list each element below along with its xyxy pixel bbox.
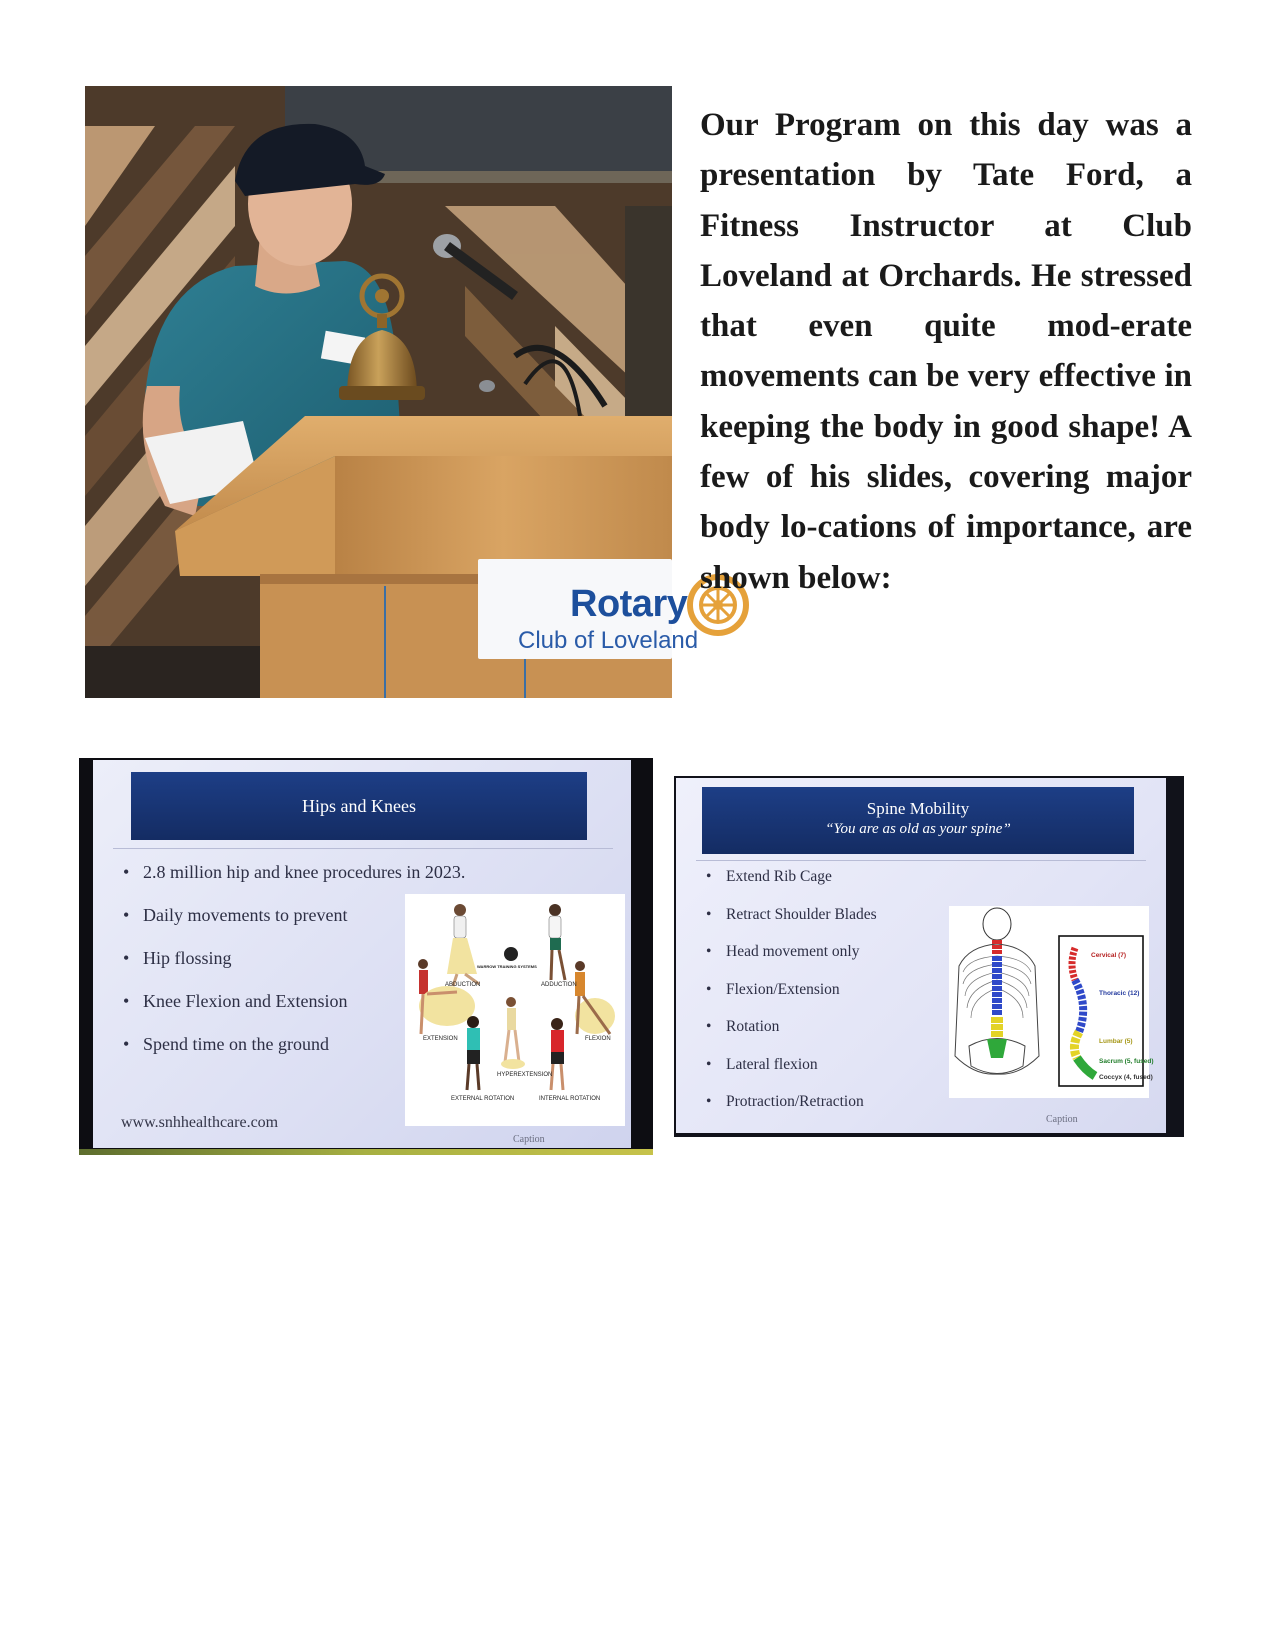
- bullet-item: • Retract Shoulder Blades: [706, 906, 877, 944]
- bullet-item: • Knee Flexion and Extension: [123, 991, 465, 1034]
- spine-region-label: Cervical (7): [1091, 952, 1127, 959]
- figure-label: FLEXION: [585, 1036, 611, 1042]
- figure-brand-label: WARROW TRAINING SYSTEMS: [477, 964, 537, 969]
- slide-screen: [93, 760, 631, 1148]
- hip-movement-illustrations: [405, 894, 625, 1126]
- bullet-item: • Daily movements to prevent: [123, 905, 465, 948]
- spine-region-label: Lumbar (5): [1099, 1038, 1133, 1045]
- slide-website-url: www.snhhealthcare.com: [121, 1114, 279, 1131]
- spine-region-label: Thoracic (12): [1099, 990, 1140, 997]
- bullet-item: • Rotation: [706, 1018, 877, 1056]
- hips-knees-slide-photo: [79, 758, 653, 1155]
- slide-divider: [113, 848, 613, 849]
- slide-title: Spine Mobility: [866, 799, 970, 818]
- slide-caption: Caption: [513, 1134, 545, 1145]
- slide-caption: Caption: [1046, 1114, 1078, 1125]
- figure-label: ABDUCTION: [445, 982, 481, 988]
- spine-mobility-slide-photo: [674, 776, 1184, 1137]
- rotary-brand-text: Rotary: [570, 583, 688, 625]
- rotary-sign: [478, 559, 699, 659]
- spine-anatomy-illustration: [949, 906, 1149, 1098]
- slide-subtitle: “You are as old as your spine”: [825, 821, 1011, 837]
- bullet-item: • Head movement only: [706, 943, 877, 981]
- slide-bullet-list: [706, 868, 877, 1131]
- figure-label: EXTENSION: [423, 1036, 458, 1042]
- figure-label: INTERNAL ROTATION: [539, 1096, 601, 1102]
- figure-label: HYPEREXTENSION: [497, 1072, 553, 1078]
- slide-screen: [676, 778, 1166, 1133]
- bullet-item: • Extend Rib Cage: [706, 868, 877, 906]
- slide-divider: [696, 860, 1146, 861]
- bullet-item: • Lateral flexion: [706, 1056, 877, 1094]
- bullet-item: • 2.8 million hip and knee procedures in 2023.: [123, 862, 465, 905]
- bullet-item: • Flexion/Extension: [706, 981, 877, 1019]
- bullet-item: • Hip flossing: [123, 948, 465, 991]
- rotary-club-text: Club of Loveland: [518, 627, 699, 654]
- article-intro-text: Our Program on this day was a presentation by Tate Ford, a Fitness Instructor at Club Loveland at Orchards. He stressed that even quite mod-erate movements can be very effective in keeping the body in good shape! A few of his slides, covering major body lo-cations of importance, are shown below:: [700, 107, 1192, 596]
- spine-region-label: Coccyx (4, fused): [1099, 1074, 1153, 1081]
- bullet-item: • Protraction/Retraction: [706, 1093, 877, 1131]
- hip-movements-figure: [405, 894, 625, 1126]
- slide-title-block: [702, 787, 1134, 854]
- figure-label: EXTERNAL ROTATION: [451, 1096, 515, 1102]
- slide-title: Hips and Knees: [131, 772, 587, 840]
- spine-anatomy-figure: [949, 906, 1154, 1098]
- slide-bottom-strip: [79, 1149, 653, 1155]
- bullet-item: • Spend time on the ground: [123, 1034, 465, 1077]
- figure-label: ADDUCTION: [541, 982, 577, 988]
- spine-region-label: Sacrum (5, fused): [1099, 1058, 1154, 1065]
- presenter-photo: [85, 86, 699, 698]
